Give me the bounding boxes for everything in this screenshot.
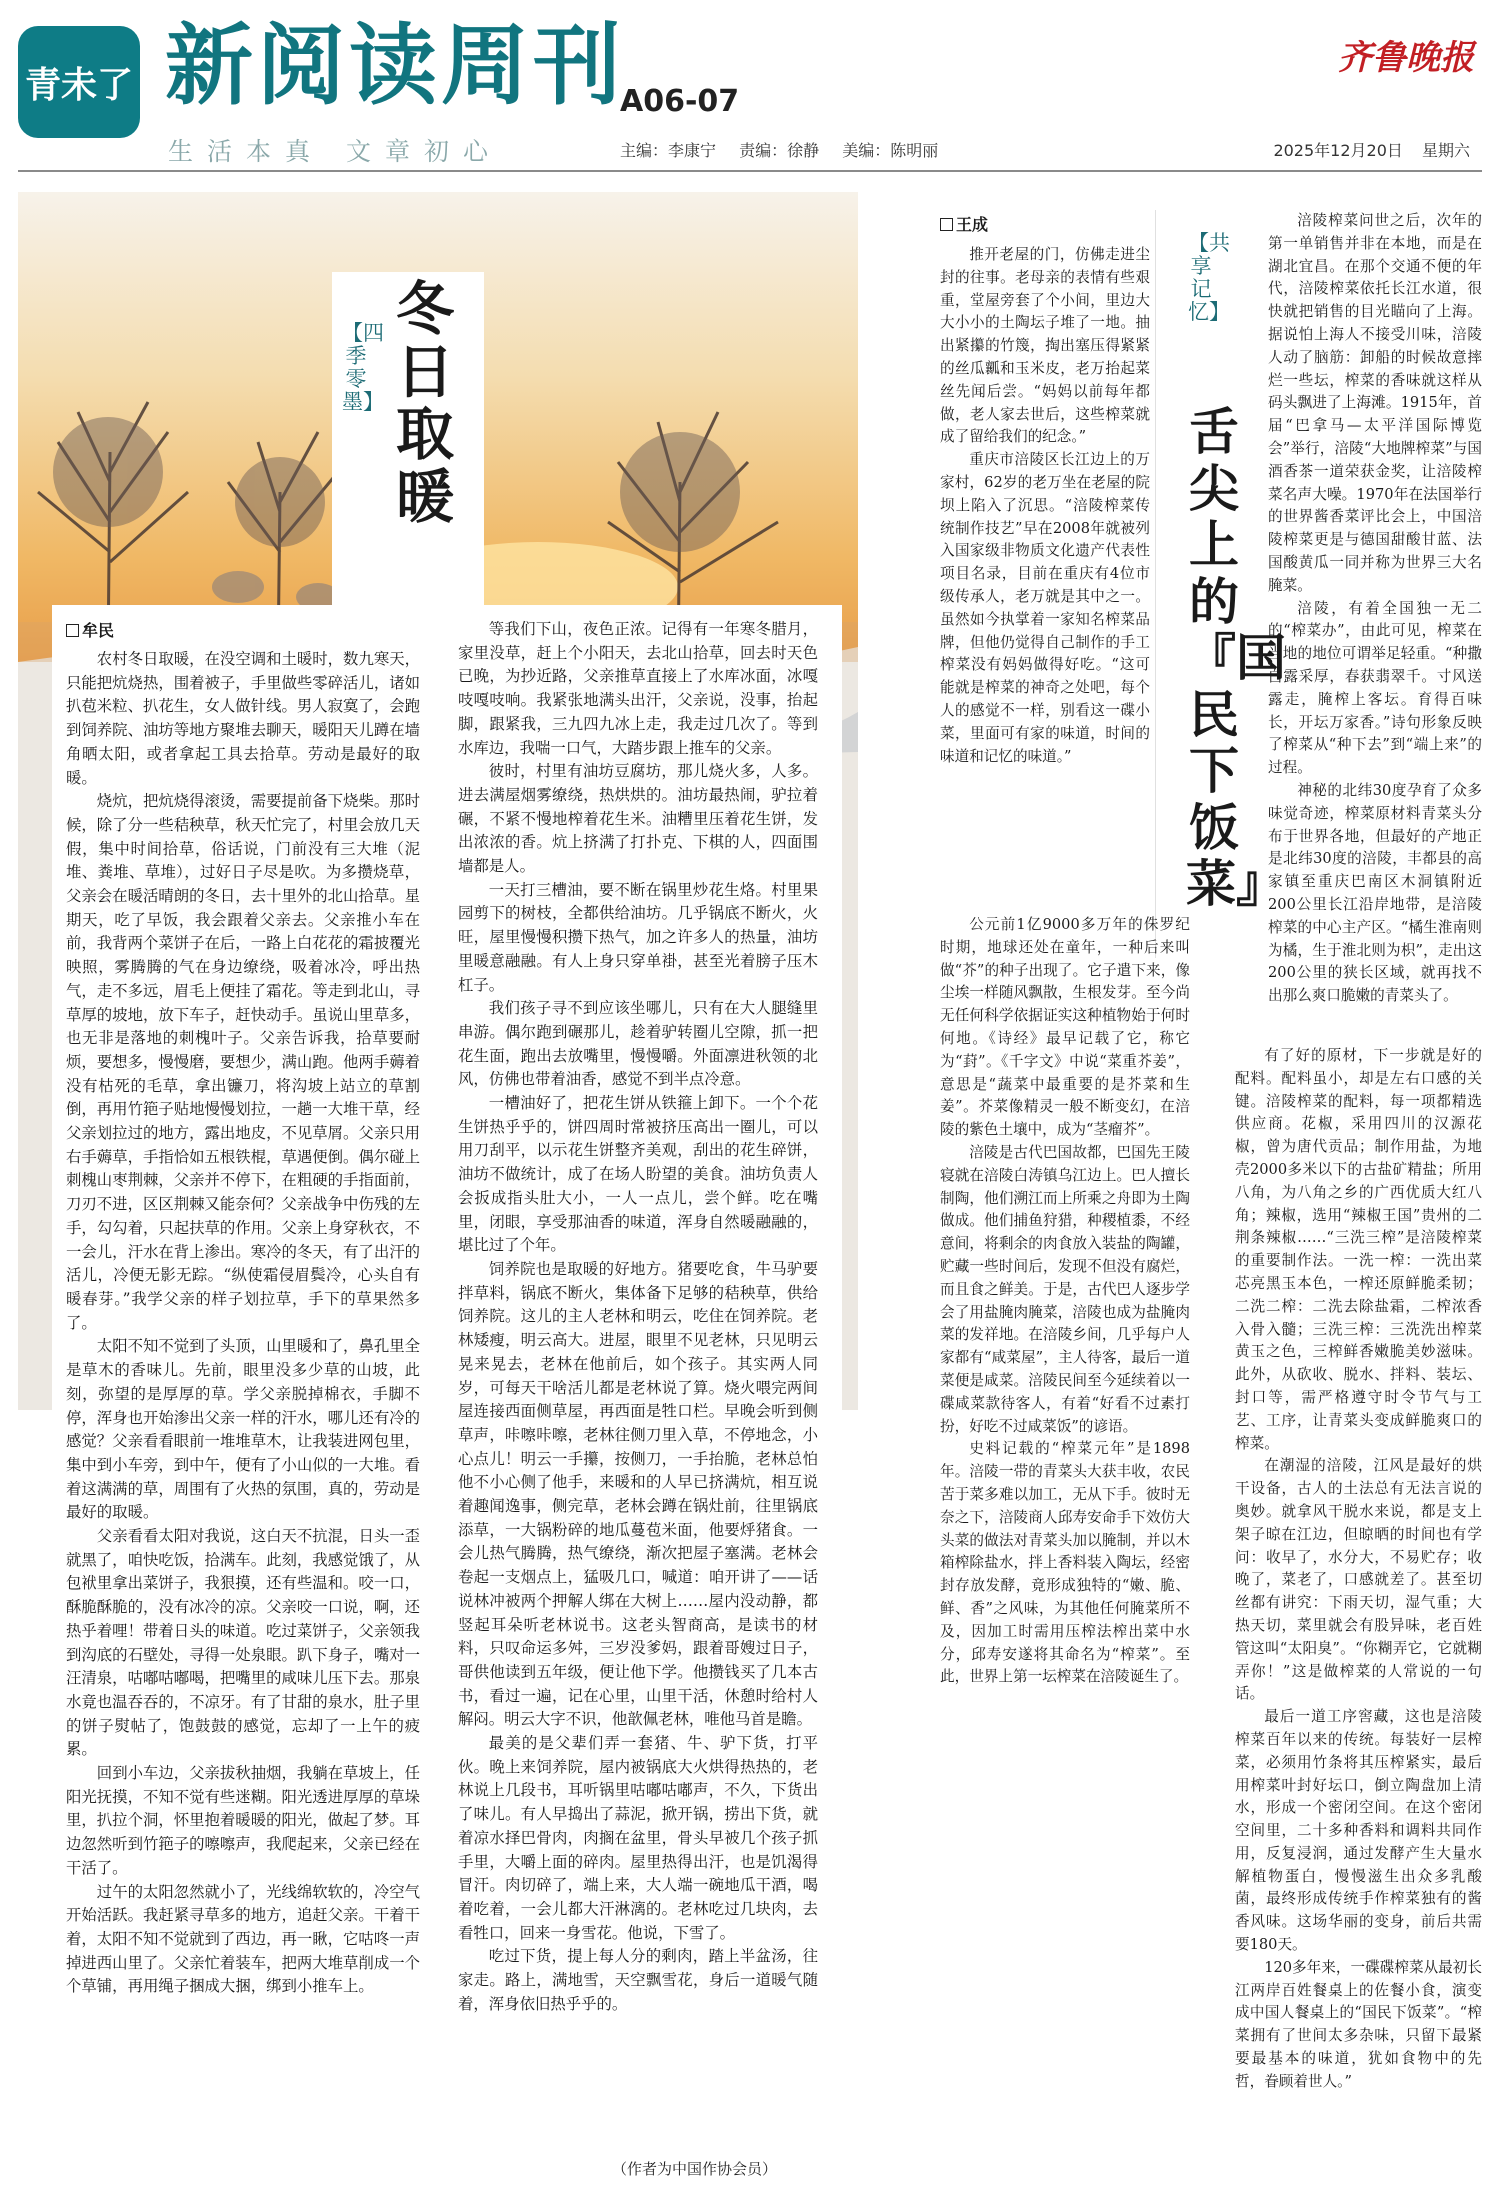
issue-date: 2025年12月20日 xyxy=(1273,141,1403,160)
winter-paragraph: 太阳不知不觉到了头顶，山里暖和了，鼻孔里全是草木的香味儿。先前，眼里没多少草的山坡，此刻，弥望的是厚厚的草。学父亲脱掉棉衣，手脚不停，浑身也开始渗出父亲一样的汗水，哪儿还有冷的感觉？父亲看看眼前一堆堆草木，让我装进网包里，集中到小车旁，到中午，便有了小山似的一大堆。看着这满满的草，周围有了火热的氛围，真的，劳动是最好的取暖。 xyxy=(66,1337,421,1522)
tongue-paragraph: 在潮湿的涪陵，江风是最好的烘干设备，古人的土法总有无法言说的奥妙。就拿风干脱水来说，都是支上架子晾在江边，但晾晒的时间也有学问：收早了，水分大，不易贮存；收晚了，菜老了，口感就差了。甚至切丝都有讲究：下雨天切，湿气重；大热天切，菜里就会有股异味，老百姓管这叫“太阳臭”。“你糊弄它，它就糊弄你！”这是做榨菜的人常说的一句话。 xyxy=(1235,1457,1482,1703)
qingweiliao-logo: 青未了 xyxy=(18,26,140,138)
column-tag-shared-memory: 【共享记忆】 xyxy=(1188,231,1230,325)
issue-weekday: 星期六 xyxy=(1421,141,1470,160)
dateline xyxy=(1259,138,1470,161)
header-rule xyxy=(18,170,1482,172)
tongue-paragraph: 公元前1亿9000多万年的侏罗纪时期，地球还处在童年，一种后来叫做“芥”的种子出现了。它子遣下来，像尘埃一样随风飘散，生根发芽。至今尚无任何科学依据证实这种植物始于何时何地。《诗经》最早记载了它，称它为“葑”。《千字文》中说“菜重芥姜”，意思是“蔬菜中最重要的是芥菜和生姜”。芥菜像精灵一般不断变幻，在涪陵的紫色土壤中，成为“茎瘤芥”。 xyxy=(940,916,1190,1139)
tongue-paragraph: 涪陵榨菜问世之后，次年的第一单销售并非在本地，而是在湖北宜昌。在那个交通不便的年代，涪陵榨菜依托长江水道，很快就把销售的目光瞄向了上海。据说怕上海人不接受川味，涪陵人动了脑筋：卸船的时候故意摔烂一些坛，榨菜的香味就这样从码头飘进了上海滩。1915年，首届“巴拿马—太平洋国际博览会”举行，涪陵“大地牌榨菜”与国酒香茶一道荣获金奖，让涪陵榨菜名声大噪。1970年在法国举行的世界酱香菜评比会上，中国涪陵榨菜更是与德国甜酸甘蓝、法国酸黄瓜一同并称为世界三大名腌菜。 xyxy=(1268,212,1482,594)
winter-paragraph: 烧炕，把炕烧得滚烫，需要提前备下烧柴。那时候，除了分一些秸秧草，秋天忙完了，村里会放几天假，集中时间拾草，俗话说，门前没有三大堆（泥堆、粪堆、草堆），过好日子尽是吹。为多攒烧草，父亲会在暖活晴朗的冬日，去十里外的北山拾草。星期天，吃了早饭，我会跟着父亲去。父亲推小车在前，我背两个菜饼子在后，一路上白花花的霜披覆光映照，雾腾腾的气在身边缭绕，吸着冰冷，呼出热气，走不多远，眉毛上便挂了霜花。等走到北山，寻草厚的坡地，放下车子，赶快动手。虽说山里草多，也无非是落地的刺槐叶子。父亲告诉我，拾草要耐烦，要想多，慢慢磨，要想少，满山跑。他两手薅着没有枯死的毛草，拿出镰刀，将沟坡上站立的草割倒，再用竹筢子贴地慢慢划拉，一趟一大堆干草，经父亲划拉过的地方，露出地皮，不见草屑。父亲只用右手薅草，手指恰如五根铁棍，草遇便倒。偶尔碰上刺槐山枣荆棘，父亲并不停下，在粗硬的手指面前，刀刃不进，区区荆棘又能奈何？父亲战争中伤残的左手，勾勾着，只起扶草的作用。父亲上身穿秋衣，不一会儿，汗水在背上渗出。寒冷的冬天，有了出汗的活儿，冷便无影无踪。“纵使霜侵眉鬓冷，心头自有暖春芽。”我学父亲的样子划拉草，手下的草果然多了。 xyxy=(66,792,421,1332)
winter-paragraph: 吃过下货，提上每人分的剩肉，踏上半盆汤，往家走。路上，满地雪，天空飘雪花，身后一道暖气随着，浑身依旧热乎乎的。 xyxy=(458,1947,818,2013)
duty-editor: 责编：徐静 xyxy=(739,141,820,160)
chief-editor: 主编：李康宁 xyxy=(620,141,717,160)
winter-paragraph: 等我们下山，夜色正浓。记得有一年寒冬腊月，家里没草，赶上个小阳天，去北山拾草，回去时天色已晚，为抄近路，父亲推草直接上了水库冰面，冰嘎吱嘎吱响。我紧张地满头出汗，父亲说，没事，抬起脚，跟紧我，三九四九冰上走，我走过几次了。等到水库边，我喘一口气，大踏步跟上推车的父亲。 xyxy=(458,620,818,757)
winter-paragraph: 我们孩子寻不到应该坐哪儿，只有在大人腿缝里串游。偶尔跑到碾那儿，趁着驴转圈儿空隙，抓一把花生面，跑出去放嘴里，慢慢嚼。外面凛进秋领的北风，仿佛也带着油香，感觉不到半点冷意。 xyxy=(458,999,818,1089)
byline-square-icon xyxy=(940,218,953,231)
column-tag-seasons: 【四季零墨】 xyxy=(342,321,384,415)
tongue-column-1b xyxy=(940,914,1190,1689)
winter-paragraph: 父亲看看太阳对我说，这白天不抗混，日头一歪就黑了，咱快吃饭，拾满车。此刻，我感觉饿了，从包袱里拿出菜饼子，我狠摸，还有些温和。咬一口，酥脆酥脆的，没有冰冷的凉。父亲咬一口说，啊，还热乎着哩！带着日头的味道。吃过菜饼子，父亲领我到沟底的石壁处，寻得一处泉眼。趴下身子，嘴对一汪清泉，咕嘟咕嘟喝，把嘴里的咸味儿压下去。那泉水竟也温吞吞的，不凉牙。有了甘甜的泉水，肚子里的饼子熨帖了，饱鼓鼓的感觉，忘却了一上午的疲累。 xyxy=(66,1527,421,1759)
tongue-paragraph: 有了好的原材，下一步就是好的配料。配料虽小，却是左右口感的关键。涪陵榨菜的配料，每一项都精选供应商。花椒，采用四川的汉源花椒，曾为唐代贡品；制作用盐，为地壳2000多米以下的古盐矿精盐；所用八角，为八角之乡的广西优质大红八角；辣椒，选用“辣椒王国”贵州的二荆条辣椒……“三洗三榨”是涪陵榨菜的重要制作法。一洗一榨：一洗出菜芯亮黑玉本色，一榨还原鲜脆柔韧；二洗二榨：二洗去除盐霜，二榨浓香入骨入髓；三洗三榨：三洗洗出榨菜黄玉之色，三榨鲜香嫩脆美妙滋味。此外，从砍收、脱水、拌料、装坛、封口等，需严格遵守时令节气与工艺、工序，让青菜头变成鲜脆爽口的榨菜。 xyxy=(1235,1047,1482,1452)
tongue-paragraph: 涪陵，有着全国独一无二的“榨菜办”，由此可见，榨菜在当地的地位可谓举足轻重。“种撒白露采厚，春获翡翠千。寸风送露走，腌榨上客坛。育得百味长，开坛万家香。”诗句形象反映了榨菜从“种下去”到“端上来”的过程。 xyxy=(1268,599,1482,777)
tongue-author: 王成 xyxy=(956,215,989,234)
tongue-column-2b xyxy=(1235,1045,1482,2094)
page-title: 新阅读周刊 xyxy=(165,14,626,117)
tongue-paragraph: 神秘的北纬30度孕育了众多味觉奇迹，榨菜原材料青菜头分布于世界各地，但最好的产地正是北纬30度的涪陵，丰都县的高家镇至重庆巴南区木洞镇附近200公里长江沿岸地带，是涪陵榨菜的中心主产区。“橘生淮南则为橘，生于淮北则为枳”，走出这200公里的狭长区域，就再找不出那么爽口脆嫩的青菜头了。 xyxy=(1268,781,1482,1005)
winter-paragraph: 农村冬日取暖，在没空调和土暖时，数九寒天，只能把炕烧热，围着被子，手里做些零碎活儿，诸如扒苞米粒、扒花生，女人做针线。男人寂寞了，会跑到饲养院、油坊等地方聚堆去聊天，暖阳天儿蹲在墙角晒太阳，或者拿起工具去拾草。劳动是最好的取暖。 xyxy=(66,650,421,787)
winter-author-note: （作者为中国作协会员） xyxy=(612,2160,778,2178)
tongue-paragraph: 最后一道工序窖藏，这也是涪陵榨菜百年以来的传统。每装好一层榨菜，必须用竹条将其压榨紧实，最后用榨菜叶封好坛口，倒立陶盘加上清水，形成一个密闭空间。在这个密闭空间里，二十多种香料和调料共同作用，反复浸润，通过发酵产生大量水解植物蛋白，慢慢滋生出众多乳酸菌，最终形成传统手作榨菜独有的酱香风味。这场华丽的变身，前后共需要180天。 xyxy=(1235,1708,1482,1954)
tongue-paragraph: 史料记载的“榨菜元年”是1898年。涪陵一带的青菜头大获丰收，农民苦于菜多难以加工，无从下手。彼时无奈之下，涪陵商人邱寿安命手下效仿大头菜的做法对青菜头加以腌制，并以木箱榨除盐水，拌上香料装入陶坛，经密封存放发酵，竟形成独特的“嫩、脆、鲜、香”之风味，为其他任何腌菜所不及，因加工时需用压榨法榨出菜中水分，邱寿安遂将其命名为“榨菜”。至此，世界上第一坛榨菜在涪陵诞生了。 xyxy=(940,1440,1190,1686)
winter-column-2 xyxy=(458,618,818,2016)
winter-author: 牟民 xyxy=(82,621,115,640)
tongue-column-2 xyxy=(1268,210,1482,1008)
winter-paragraph: 回到小车边，父亲拔秋抽烟，我躺在草坡上，任阳光抚摸，不知不觉有些迷糊。阳光透进厚厚的草垛里，扒拉个洞，怀里抱着暖暖的阳光，做起了梦。耳边忽然听到竹筢子的嚓嚓声，我爬起来，父亲已经在干活了。 xyxy=(66,1764,421,1877)
tongue-column-1a xyxy=(940,244,1150,768)
byline-square-icon xyxy=(66,624,79,637)
winter-paragraph: 过午的太阳忽然就小了，光线绵软软的，冷空气开始活跃。我赶紧寻草多的地方，追赶父亲。干着干着，太阳不知不觉就到了西边，再一瞅，它咕咚一声掉进西山里了。父亲忙着装车，把两大堆草削成一个个草铺，再用绳子捆成大捆，绑到小推车上。 xyxy=(66,1882,421,1996)
tongue-paragraph: 120多年来，一碟碟榨菜从最初长江两岸百姓餐桌上的佐餐小食，演变成中国人餐桌上的“国民下饭菜”。“榨菜拥有了世间太多杂味，只留下最紧要最基本的味道，犹如食物中的先哲，眷顾着世人。” xyxy=(1235,1958,1482,2090)
winter-paragraph: 最美的是父辈们弄一套猪、牛、驴下货，打平伙。晚上来饲养院，屋内被锅底大火烘得热热的，老林说上几段书，耳听锅里咕嘟咕嘟声，不久，下货出了味儿。有人早捣出了蒜泥，掀开锅，捞出下货，就着凉水择巴骨肉，肉搁在盆里，骨头早被几个孩子抓手里，大嚼上面的碎肉。屋里热得出汗，也是饥渴得冒汗。肉切碎了，端上来，大人端一碗地瓜干酒，喝着吃着，一会儿都大汗淋漓的。老林吃过几块肉，去看牲口，回来一身雪花。他说，下雪了。 xyxy=(458,1734,818,1942)
winter-byline xyxy=(66,618,114,641)
winter-paragraph: 饲养院也是取暖的好地方。猪要吃食，牛马驴要拌草料，锅底不断火，集体备下足够的秸秧草，供给饲养院。这儿的主人老林和明云，吃住在饲养院。老林矮瘦，明云高大。进屋，眼里不见老林，只见明云晃来晃去，老林在他前后，如个孩子。其实两人同岁，可每天干啥活儿都是老林说了算。烧火喂完两间屋连接西面侧草屋，再西面是牲口栏。早晚会听到侧草声，咔嚓咔嚓，老林往侧刀里入草，不停地念，小心点儿！明云一手攥，按侧刀，一手抬脆，老林总怕他不小心侧了他手，来暖和的人早已挤满炕，相互说着趣闻逸事，侧完草，老林会蹲在锅灶前，往里锅底添草，一大锅粉碎的地瓜蔓苞米面，他要烀猪食。一会儿热气腾腾，热气缭绕，渐次把屋子塞满。老林会卷起一支烟点上，猛吸几口，喊道：咱开讲了——话说林冲被两个押解人绑在大树上……屋内没动静，都竖起耳朵听老林说书。这老头智商高，是读书的材料，只叹命运多舛，三岁没爹妈，跟着哥嫂过日子，哥供他读到五年级，便让他下学。他攒钱买了几本古书，看过一遍，记在心里，山里干活，休憩时给村人解闷。明云大字不识，他歆佩老林，唯他马首是瞻。 xyxy=(458,1259,818,1729)
tongue-paragraph: 推开老屋的门，仿佛走进尘封的往事。老母亲的表情有些艰重，堂屋旁套了个小间，里边大大小小的土陶坛子堆了一地。抽出紧攥的竹篾，掏出塞压得紧紧的丝瓜瓤和玉米皮，老万抬起菜丝先闻后尝。“妈妈以前每年都做，老人家去世后，这些榨菜就成了留给我们的纪念。” xyxy=(940,246,1150,446)
page-code: A06-07 xyxy=(620,84,740,119)
newspaper-logo: 齐鲁晚报 xyxy=(1338,38,1474,78)
tongue-paragraph: 涪陵是古代巴国故都，巴国先王陵寝就在涪陵白涛镇乌江边上。巴人擅长制陶，他们溯江而上所乘之舟即为土陶做成。他们捕鱼狩猎，种稷植黍，不经意间，将剩余的肉食放入装盐的陶罐，贮藏一些时间后，发现不但没有腐烂，而且食之鲜美。于是，古代巴人逐步学会了用盐腌肉腌菜，涪陵也成为盐腌肉菜的发祥地。在涪陵乡间，几乎每户人家都有“咸菜屋”，主人待客，最后一道菜便是咸菜。涪陵民间至今延续着以一碟咸菜款待客人，有着“好看不过素打扮，好吃不过咸菜饭”的谚语。 xyxy=(940,1143,1190,1435)
tongue-byline xyxy=(940,212,988,235)
winter-paragraph: 彼时，村里有油坊豆腐坊，那儿烧火多，人多。进去满屋烟雾缭绕，热烘烘的。油坊最热闹，驴拉着碾，不紧不慢地榨着花生米。油糟里压着花生饼，发出浓浓的香。炕上挤满了打扑克、下棋的人，四面围墙都是人。 xyxy=(458,762,818,876)
slogan: 生活本真 文章初心 xyxy=(168,137,502,166)
winter-article-title: 冬日取暖 xyxy=(395,275,454,531)
tongue-paragraph: 重庆市涪陵区长江边上的万家村，62岁的老万坐在老屋的院坝上陷入了沉思。“涪陵榨菜传统制作技艺”早在2008年就被列入国家级非物质文化遗产代表性项目名录，目前在重庆有4位市级传承人，老万就是其中之一。虽然如今执掌着一家知名榨菜品牌，但他仍觉得自己制作的手工榨菜没有妈妈做得好吃。“这可能就是榨菜的神奇之处吧，每个人的感觉不一样，别看这一碟小菜，里面可有家的味道，时间的味道和记忆的味道。” xyxy=(940,451,1150,765)
winter-paragraph: 一槽油好了，把花生饼从铁箍上卸下。一个个花生饼热乎乎的，饼四周时常被挤压高出一圈儿，可以用刀刮平，以示花生饼整齐美观，刮出的花生碎饼，油坊不做统计，成了在场人盼望的美食。油坊负责人会扳成指头肚大小，一人一点儿，尝个鲜。吃在嘴里，闭眼，享受那油香的味道，浑身自然暖融融的，堪比过了个年。 xyxy=(458,1094,818,1255)
winter-paragraph: 一天打三槽油，要不断在锅里炒花生烙。村里果园剪下的树枝，全都供给油坊。几乎锅底不断火，火旺，屋里慢慢积攒下热气，加之许多人的热量，油坊里暖意融融。有人上身只穿单褂，甚至光着膀子压木杠子。 xyxy=(458,880,818,994)
art-editor: 美编：陈明丽 xyxy=(842,141,939,160)
editors-line xyxy=(620,138,956,161)
tongue-article-title: 舌尖上的『国民下饭菜』 xyxy=(1186,403,1286,913)
winter-column-1 xyxy=(66,648,420,1999)
